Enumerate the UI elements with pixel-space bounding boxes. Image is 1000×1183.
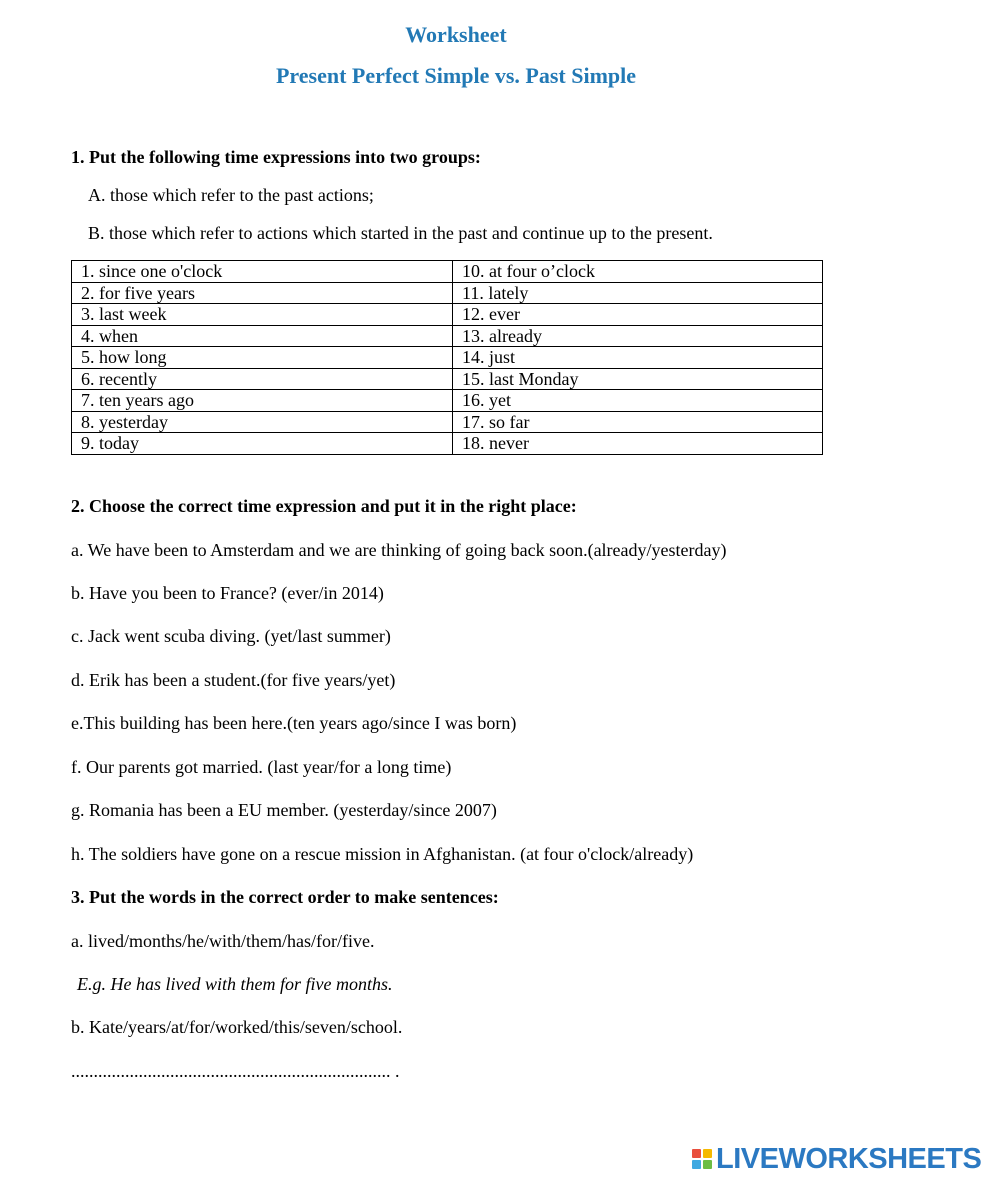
exercise2-item-e: e.This building has been here.(ten years ago/since I was born): [71, 713, 517, 733]
table-cell: 4. when: [72, 325, 453, 347]
table-cell: 13. already: [453, 325, 823, 347]
logo-square: [692, 1160, 701, 1169]
worksheet-subtitle: Present Perfect Simple vs. Past Simple: [275, 63, 637, 88]
section3-heading: 3. Put the words in the correct order to make sentences:: [71, 887, 499, 907]
table-cell: 15. last Monday: [453, 368, 823, 390]
exercise2-item-f: f. Our parents got married. (last year/for a long time): [71, 757, 452, 777]
table-cell: 1. since one o'clock: [72, 261, 453, 283]
table-row: [72, 347, 823, 369]
section1-option-b: B. those which refer to actions which started in the past and continue up to the present.: [88, 223, 713, 243]
table-row: [72, 325, 823, 347]
table-cell: 10. at four o’clock: [453, 261, 823, 283]
table-cell: 16. yet: [453, 390, 823, 412]
table-row: [72, 261, 823, 283]
section1-heading: 1. Put the following time expressions into two groups:: [71, 147, 481, 167]
table-row: [72, 282, 823, 304]
table-cell: 8. yesterday: [72, 411, 453, 433]
exercise3-item-b: b. Kate/years/at/for/worked/this/seven/school.: [71, 1017, 403, 1037]
table-row: [72, 390, 823, 412]
table-cell: 12. ever: [453, 304, 823, 326]
answer-line: ....................................................................... .: [71, 1061, 400, 1081]
logo-square: [692, 1149, 701, 1158]
table-row: [72, 411, 823, 433]
logo-square: [703, 1149, 712, 1158]
section1-option-a: A. those which refer to the past actions;: [88, 185, 374, 205]
exercise2-item-h: h. The soldiers have gone on a rescue mission in Afghanistan. (at four o'clock/already): [71, 844, 694, 864]
table-cell: 9. today: [72, 433, 453, 455]
logo-text: LIVEWORKSHEETS: [716, 1142, 982, 1175]
table-cell: 11. lately: [453, 282, 823, 304]
table-cell: 18. never: [453, 433, 823, 455]
table-cell: 14. just: [453, 347, 823, 369]
table-cell: 5. how long: [72, 347, 453, 369]
time-expressions-table: [71, 260, 823, 455]
exercise2-item-a: a. We have been to Amsterdam and we are thinking of going back soon.(already/yesterday): [71, 540, 727, 560]
worksheet-title: Worksheet: [405, 22, 507, 47]
table-row: [72, 304, 823, 326]
exercise2-item-d: d. Erik has been a student.(for five years/yet): [71, 670, 396, 690]
logo-square: [703, 1160, 712, 1169]
table-row: [72, 433, 823, 455]
table-cell: 2. for five years: [72, 282, 453, 304]
section2-heading: 2. Choose the correct time expression and put it in the right place:: [71, 496, 577, 516]
table-row: [72, 368, 823, 390]
table-cell: 6. recently: [72, 368, 453, 390]
exercise3-example: E.g. He has lived with them for five months.: [77, 974, 393, 994]
table-cell: 7. ten years ago: [72, 390, 453, 412]
exercise3-item-a: a. lived/months/he/with/them/has/for/five.: [71, 931, 375, 951]
logo-mark-icon: [692, 1149, 712, 1169]
exercise2-item-b: b. Have you been to France? (ever/in 2014): [71, 583, 384, 603]
exercise2-item-c: c. Jack went scuba diving. (yet/last summer): [71, 626, 391, 646]
liveworksheets-logo: [692, 1142, 981, 1176]
table-cell: 17. so far: [453, 411, 823, 433]
table-cell: 3. last week: [72, 304, 453, 326]
exercise2-item-g: g. Romania has been a EU member. (yesterday/since 2007): [71, 800, 497, 820]
